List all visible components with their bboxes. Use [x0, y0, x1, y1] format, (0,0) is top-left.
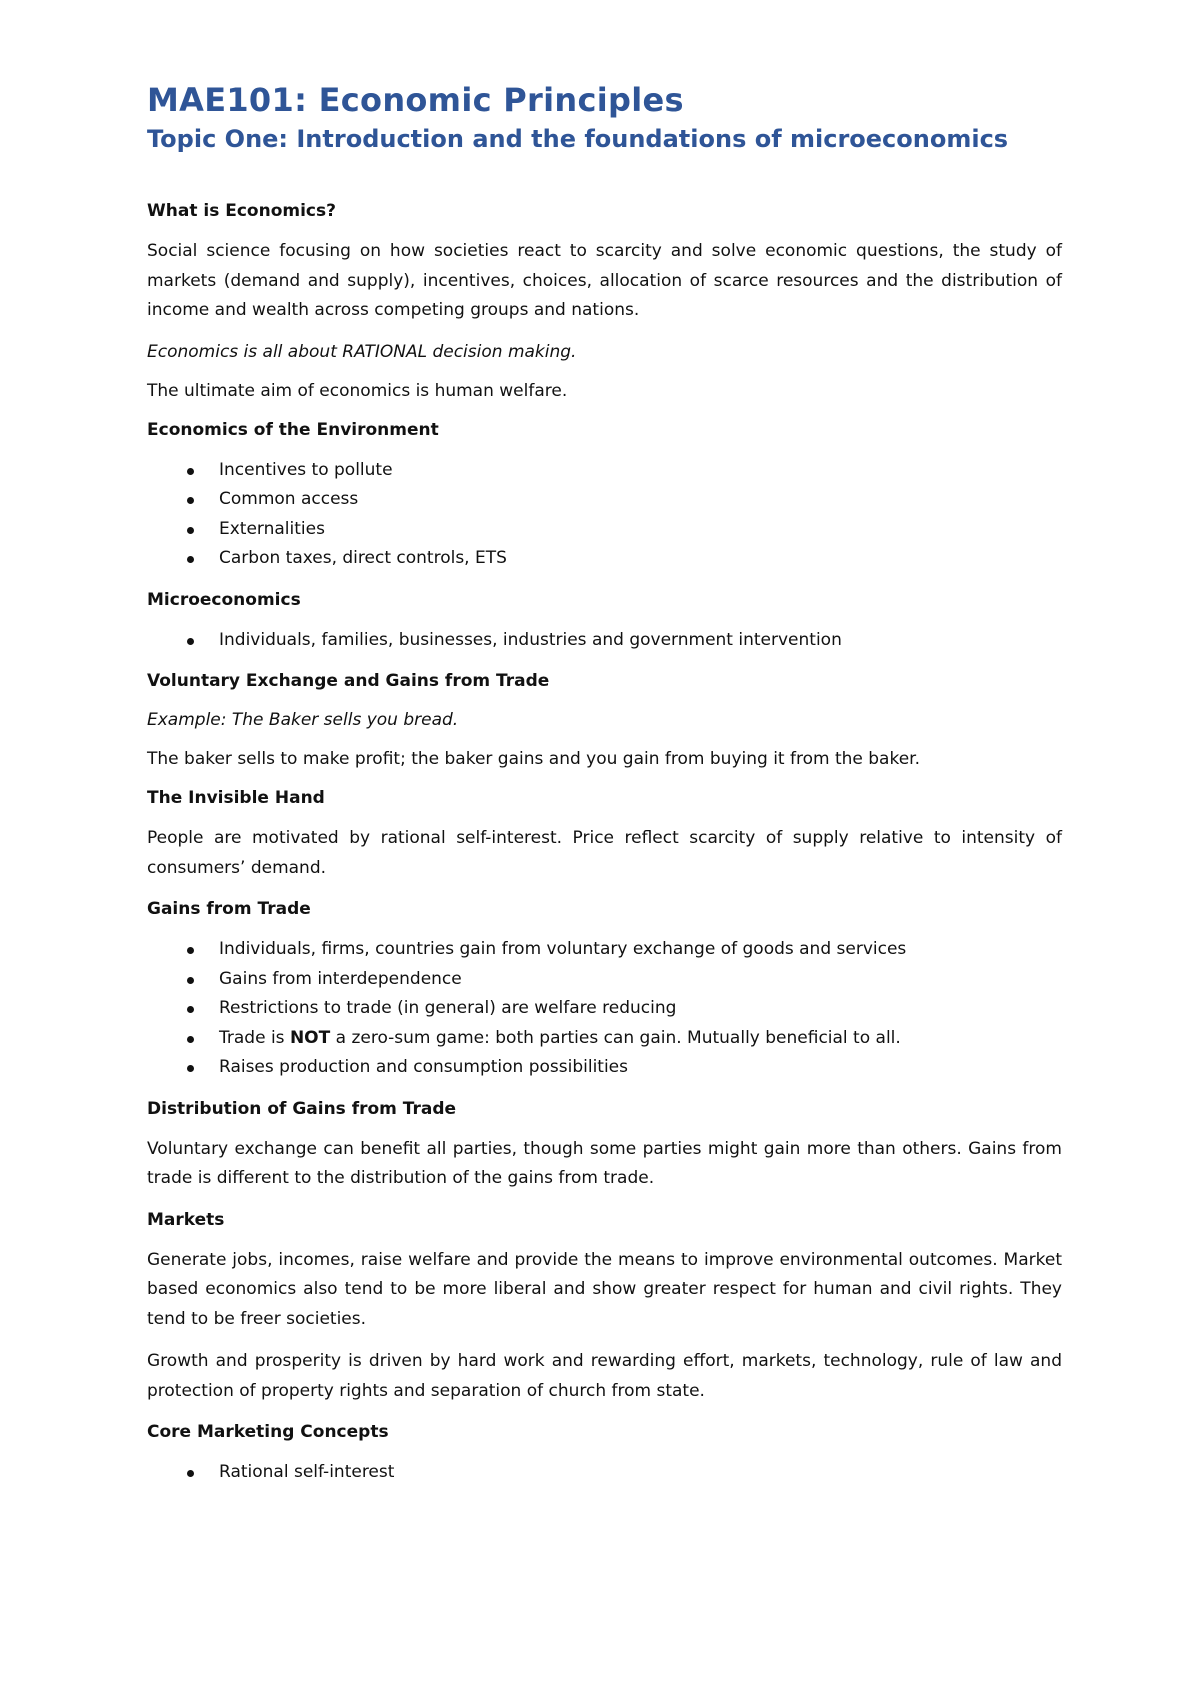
bullet-icon: [187, 468, 194, 475]
list-item: [147, 485, 1062, 515]
list-item-text: Carbon taxes, direct controls, ETS: [219, 548, 507, 568]
bullet-icon: [187, 527, 194, 534]
list-item-text: Raises production and consumption possibilities: [219, 1057, 628, 1077]
section-heading-core-concepts: Core Marketing Concepts: [147, 1422, 389, 1442]
paragraph: Voluntary exchange can benefit all parties, though some parties might gain more than others. Gains from trade is different to the distribution of the gains from trade.: [147, 1138, 1062, 1188]
list-item-text: Externalities: [219, 518, 325, 539]
bullet-icon: [187, 556, 194, 563]
paragraph-italic: Economics is all about RATIONAL decision making.: [147, 341, 577, 362]
paragraph: Growth and prosperity is driven by hard work and rewarding effort, markets, technology, rule of law and protection of property rights and separation of church from state.: [147, 1351, 1062, 1401]
bullet-icon: [187, 638, 194, 645]
list-item: [147, 1024, 1062, 1054]
bullet-list-environment: [147, 456, 1062, 574]
list-item: [147, 544, 1062, 574]
section-heading-markets: Markets: [147, 1209, 225, 1230]
bullet-list-core: [147, 1458, 1062, 1488]
bullet-list-gains: [147, 935, 1062, 1083]
bullet-icon: [187, 977, 194, 984]
document-title: MAE101: Economic Principles: [147, 81, 684, 119]
document-subtitle: Topic One: Introduction and the foundations of microeconomics: [147, 125, 1009, 153]
bullet-icon: [187, 497, 194, 504]
list-item-text: Rational self-interest: [219, 1462, 395, 1482]
list-item-text: Individuals, firms, countries gain from voluntary exchange of goods and services: [219, 939, 907, 959]
list-item-text-pre: Trade is: [219, 1027, 290, 1048]
list-item: [147, 994, 1062, 1024]
bullet-list-microeconomics: [147, 626, 1062, 656]
list-item: [147, 1053, 1062, 1083]
list-item-text: Incentives to pollute: [219, 459, 393, 480]
list-item-text: Restrictions to trade (in general) are welfare reducing: [219, 998, 677, 1018]
section-heading-environment: Economics of the Environment: [147, 419, 439, 440]
section-heading-distribution: Distribution of Gains from Trade: [147, 1098, 457, 1119]
paragraph: The baker sells to make profit; the baker gains and you gain from buying it from the baker.: [147, 749, 920, 769]
list-item-text-emphasis: NOT: [289, 1027, 331, 1048]
list-item: [147, 515, 1062, 545]
list-item-text: Common access: [219, 489, 359, 509]
list-item: [147, 935, 1062, 965]
list-item-text: Gains from interdependence: [219, 968, 462, 989]
list-item-text: Individuals, families, businesses, industries and government intervention: [219, 629, 842, 650]
paragraph: Social science focusing on how societies react to scarcity and solve economic questions, the study of markets (demand and supply), incentives, choices, allocation of scarce resources and the distribution of income and wealth across competing groups and nations.: [147, 241, 1062, 320]
section-heading-microeconomics: Microeconomics: [147, 589, 301, 610]
paragraph-example: Example: The Baker sells you bread.: [147, 710, 459, 730]
list-item: [147, 1458, 1062, 1488]
list-item: [147, 965, 1062, 995]
section-heading-voluntary-exchange: Voluntary Exchange and Gains from Trade: [147, 671, 550, 691]
paragraph: Generate jobs, incomes, raise welfare and provide the means to improve environmental outcomes. Market based economics also tend to be more liberal and show greater respect for human and civil rights. They tend to be freer societies.: [147, 1249, 1062, 1329]
paragraph: People are motivated by rational self-interest. Price reflect scarcity of supply relative to intensity of consumers’ demand.: [147, 828, 1062, 878]
section-heading-invisible-hand: The Invisible Hand: [147, 788, 325, 808]
list-item: [147, 626, 1062, 656]
paragraph: The ultimate aim of economics is human welfare.: [147, 380, 568, 401]
bullet-icon: [187, 1036, 194, 1043]
section-heading-gains-from-trade: Gains from Trade: [147, 899, 311, 919]
bullet-icon: [187, 947, 194, 954]
bullet-icon: [187, 1006, 194, 1013]
list-item: [147, 456, 1062, 486]
bullet-icon: [187, 1065, 194, 1072]
section-heading-what-is-economics: What is Economics?: [147, 201, 336, 221]
list-item-text-post: a zero-sum game: both parties can gain. Mutually beneficial to all.: [330, 1027, 901, 1048]
bullet-icon: [187, 1470, 194, 1477]
